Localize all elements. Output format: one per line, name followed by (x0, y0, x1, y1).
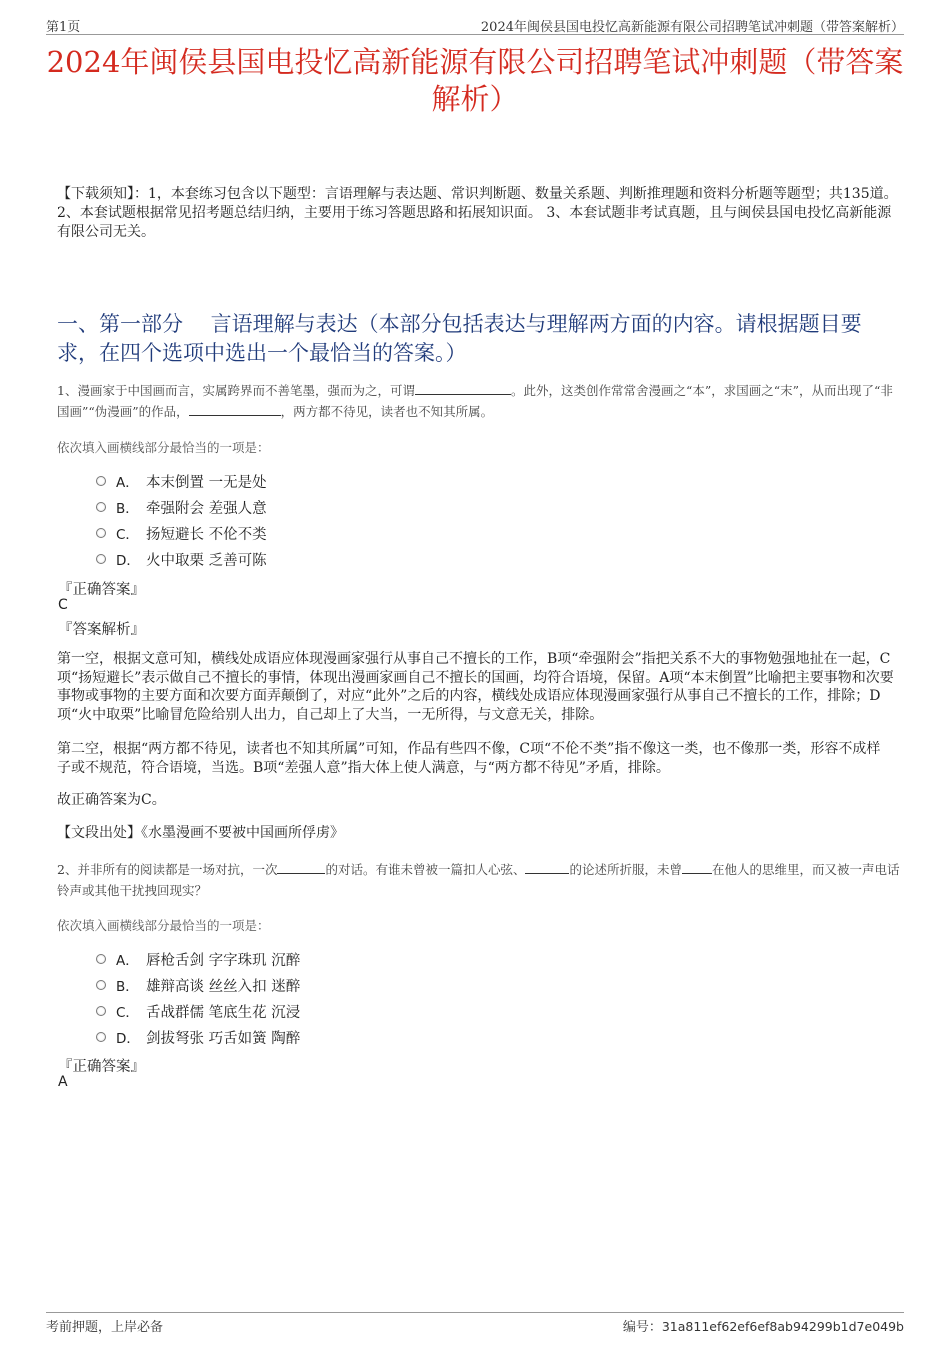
q1-analysis-paragraph-1: 第一空，根据文意可知，横线处成语应体现漫画家强行从事自己不擅长的工作，B项“牵强附会”指把关系不大的事物勉强地扯在一起，C项“扬短避长”表示做自己不擅长的事情，体现出漫画家画自己不擅长的国画，均符合语境，保留。A项“本末倒置”比喻把主要事物和次要事物或事物的主要方面和次要方面弄颠倒了，对应“此外”之后的内容，横线处成语应体现漫画家强行从事自己不擅长的工作，排除；D项“火中取栗”比喻冒危险给别人出力，自己却上了大当，一无所得，与文意无关，排除。 (57, 651, 894, 723)
q1-blank-2 (189, 403, 281, 416)
q1-blank-1 (415, 382, 511, 395)
q1-analysis-label: 『答案解析』 (58, 622, 145, 638)
download-notice: 【下载须知】：1，本套练习包含以下题型：言语理解与表达题、常识判断题、数量关系题、判断推理题和资料分析题等题型；共135道。 2、本套试题根据常见招考题总结归纳，主要用于练习答题思路和拓展知识面。 3、本套试题非考试真题，且与闽侯县国电投忆高新能源有限公司无关。 (57, 186, 898, 240)
q1-option-c[interactable]: C． 扬短避长 不伦不类 (96, 520, 267, 546)
radio-icon[interactable] (96, 528, 106, 538)
radio-icon[interactable] (96, 1006, 106, 1016)
q1-answer: C (58, 597, 68, 613)
radio-icon[interactable] (96, 554, 106, 564)
q2-option-b[interactable]: B． 雄辩高谈 丝丝入扣 迷醉 (96, 972, 300, 998)
q2-option-d[interactable]: D． 剑拔弩张 巧舌如簧 陶醉 (96, 1024, 300, 1050)
q2-blank-1 (277, 861, 325, 874)
question-1-text (57, 380, 902, 422)
radio-icon[interactable] (96, 980, 106, 990)
q1-option-b[interactable]: B． 牵强附会 差强人意 (96, 494, 267, 520)
radio-icon[interactable] (96, 476, 106, 486)
page-footer (46, 1312, 904, 1335)
q2-part-3: 的论述所折服，未曾 (569, 862, 682, 877)
radio-icon[interactable] (96, 954, 106, 964)
radio-icon[interactable] (96, 502, 106, 512)
q2-blank-2 (525, 861, 569, 874)
question-2-options (96, 946, 300, 1050)
question-1-options (96, 468, 267, 572)
q1-analysis-conclusion: 故正确答案为C。 (57, 792, 166, 808)
question-2-text (57, 859, 902, 901)
section-heading: 一、第一部分 言语理解与表达（本部分包括表达与理解两方面的内容。请根据题目要求，在四个选项中选出一个最恰当的答案。） (57, 312, 862, 365)
q1-source: 【文段出处】《水墨漫画不要被中国画所俘虏》 (57, 825, 344, 841)
q2-blank-3 (682, 861, 712, 874)
page-number: 第1页 (46, 20, 81, 35)
q1-analysis-paragraph-2: 第二空，根据“两方都不待见，读者也不知其所属”可知，作品有些四不像，C项“不伦不类”指不像这一类，也不像那一类，形容不成样子或不规范，符合语境，当选。B项“差强人意”指大体上使人满意，与“两方都不待见”矛盾，排除。 (57, 741, 881, 776)
question-2-prompt: 依次填入画横线部分最恰当的一项是： (57, 918, 270, 933)
radio-icon[interactable] (96, 1032, 106, 1042)
q1-part-1: 1、漫画家于中国画而言，实属跨界而不善笔墨，强而为之，可谓 (57, 383, 415, 398)
q2-part-2: 的对话。有谁未曾被一篇扣人心弦、 (325, 862, 526, 877)
footer-slogan: 考前押题，上岸必备 (46, 1320, 164, 1335)
q1-answer-label: 『正确答案』 (58, 582, 145, 598)
q2-part-1: 2、并非所有的阅读都是一场对抗，一次 (57, 862, 278, 877)
q2-option-c[interactable]: C． 舌战群儒 笔底生花 沉浸 (96, 998, 300, 1024)
question-1-prompt: 依次填入画横线部分最恰当的一项是： (57, 440, 270, 455)
page-header (46, 14, 904, 35)
footer-code: 编号：31a811ef62ef6ef8ab94299b1d7e049b (622, 1319, 904, 1335)
header-doc-title: 2024年闽侯县国电投忆高新能源有限公司招聘笔试冲刺题（带答案解析） (480, 20, 904, 35)
q2-part-4: 在他人的思维里，而又被一声电话铃声或其他干扰拽回现实？ (57, 862, 900, 898)
q2-option-a[interactable]: A． 唇枪舌剑 字字珠玑 沉醉 (96, 946, 300, 972)
q2-answer-label: 『正确答案』 (58, 1059, 145, 1075)
q2-answer: A (58, 1074, 68, 1090)
q1-part-3: ，两方都不待见，读者也不知其所属。 (280, 404, 494, 419)
document-title: 2024年闽侯县国电投忆高新能源有限公司招聘笔试冲刺题（带答案解析） (46, 45, 904, 116)
q1-part-2: 。此外，这类创作常常舍漫画之“本”，求国画之“末”，从而出现了“非国画”“伪漫画”的作品， (57, 383, 893, 419)
q1-option-a[interactable]: A． 本末倒置 一无是处 (96, 468, 267, 494)
q1-option-d[interactable]: D． 火中取栗 乏善可陈 (96, 546, 267, 572)
